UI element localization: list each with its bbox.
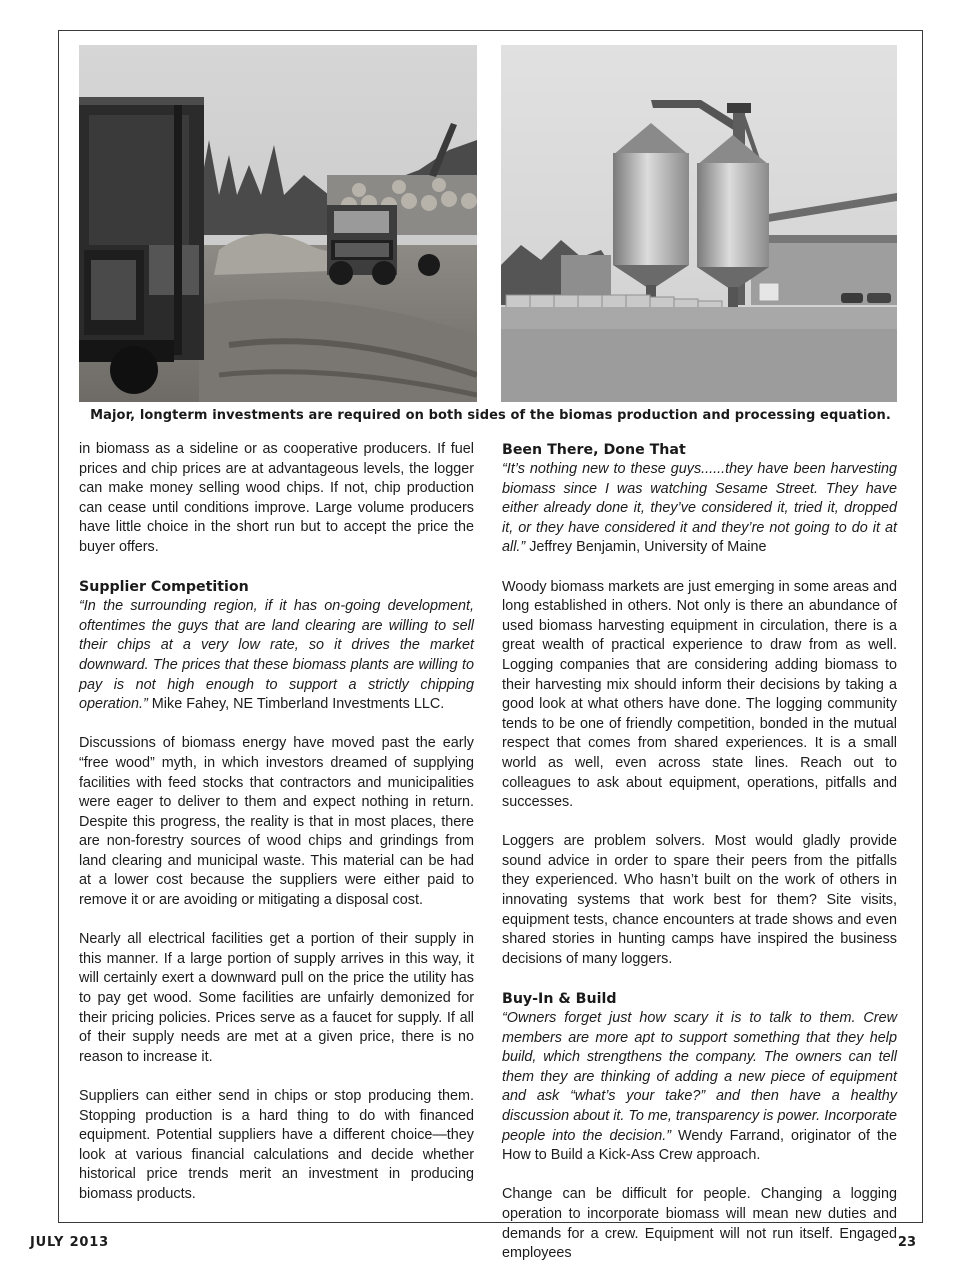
buy-in-quote-paragraph: [502, 1009, 897, 1166]
been-there-heading: Been There, Done That: [502, 442, 686, 458]
buy-in-heading: Buy-In & Build: [502, 991, 617, 1008]
left-column: [79, 440, 474, 1205]
supplier-quote-attribution: Mike Fahey, NE Timberland Investments LLC.: [147, 696, 445, 713]
right-column: [502, 440, 897, 1264]
change-paragraph: Change can be difficult for people. Changing a logging operation to incorporate biomass will mean new duties and demands for a crew. Equipment will not run itself. Engaged employees: [502, 1186, 897, 1262]
been-there-quote-paragraph: [502, 460, 897, 558]
intro-paragraph: in biomass as a sideline or as cooperative producers. If fuel prices and chip prices are at advantageous levels, the logger can make money selling wood chips. If not, chip production can cease until conditions improve. Large volume producers have little choice in the short run but to accept the price the buyer offers.: [79, 441, 474, 555]
logging-trucks-photo: [79, 45, 477, 402]
buy-in-quote: “Owners forget just how scary it is to talk to them. Crew members are more apt to support something that they help build, which strengthens the company. The owners can tell them they are thinking of adding a new piece of equipment and ask “what’s your take?” and then have a healthy discussion about it. To me, transparency is power. Incorporate people into the decision.”: [502, 1010, 897, 1144]
free-wood-paragraph: Discussions of biomass energy have moved past the early “free wood” myth, in which investors dreamed of supplying facilities with feed stocks that contractors and municipalities were eager to deliver to them and expect nothing in return. Despite this progress, the reality is that in most places, there are non-forestry sources of wood chips and grindings from land clearing and municipal waste. This material can be had at a lower cost because the suppliers were either paid to remove it or are avoiding or mitigating a disposal cost.: [79, 735, 474, 909]
page-number: 23: [897, 1235, 916, 1250]
supplier-quote-paragraph: [79, 597, 474, 715]
buy-in-attribution: Wendy Farrand, originator of the How to Build a Kick-Ass Crew approach.: [502, 1127, 898, 1164]
been-there-attribution: Jeffrey Benjamin, University of Maine: [525, 539, 767, 556]
suppliers-paragraph: Suppliers can either send in chips or stop producing them. Stopping production is a hard thing to do with financed equipment. Potential suppliers have a different choice—they look at various financial calculations and decide whether historical price trends merit an investment in producing biomass products.: [79, 1088, 474, 1202]
supplier-quote: “In the surrounding region, if it has on-going development, oftentimes the guys that are land clearing are willing to sell their chips at a very low rate, so it drives the market downward. The prices that these biomass plants are willing to pay is not high enough to support a strictly chipping operation.”: [79, 598, 474, 713]
electrical-facilities-paragraph: Nearly all electrical facilities get a portion of their supply in this manner. If a large portion of supply arrives in this way, it will certainly exert a downward pull on the price the utility has to pay get wood. Some facilities are unfairly demonized for their pricing policies. Prices serve as a faucet for supply. If all of their supply needs are met at a given price, there is no reason to increase it.: [79, 931, 474, 1065]
silo-plant-photo: [501, 45, 897, 402]
been-there-quote: “It’s nothing new to these guys......they have been harvesting biomass since I was watching Sesame Street. They have either already done it, they’ve considered it, tried it, dropped it, or they have considered it and they’re not going to do it at all.”: [502, 461, 897, 556]
photo-caption: Major, longterm investments are required on both sides of the biomas production and processing equation.: [90, 408, 891, 423]
woody-biomass-paragraph: Woody biomass markets are just emerging in some areas and long established in others. Not only is there an abundance of used biomass harvesting equipment in circulation, there is a great wealth of practical experience to draw from as well. Logging companies that are considering adding biomass to their harvesting mix should inform their decisions by taking a good look at what others have done. The logging community tends to be one of friendly competition, bonded in the mutual respect that comes from shared experiences. It is a small world as well, even across state lines. Reach out to colleagues to ask about equipment, operations, pitfalls and successes.: [502, 578, 897, 811]
issue-date: JULY 2013: [30, 1235, 109, 1250]
problem-solvers-paragraph: Loggers are problem solvers. Most would gladly provide sound advice in order to spare their peers from the pitfalls they experienced. Who hasn’t built on the work of others in innovating systems that work best for them? Site visits, equipment tests, chance encounters at trade shows and even shared stories in hunting camps have inspired the business decisions of many loggers.: [502, 833, 897, 967]
supplier-competition-heading: Supplier Competition: [79, 579, 249, 596]
